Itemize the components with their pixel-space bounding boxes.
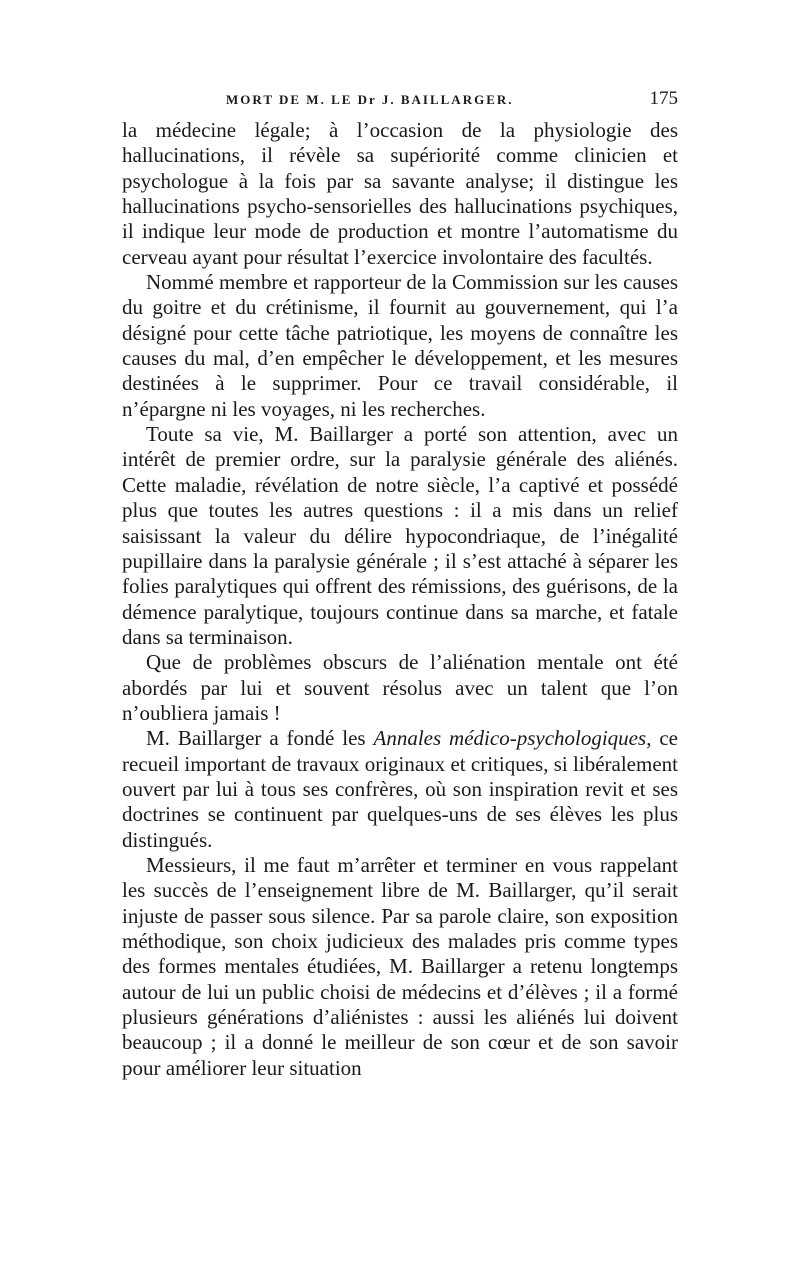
paragraph-teaching: Messieurs, il me faut m’arrêter et terminer en vous rappelant les succès de l’enseignement libre de M. Baillarger, qu’il serait injuste de passer sous silence. Par sa parole claire, son exposition méthodique, son choix judicieux des malades pris comme types des formes mentales étudiées, M. Baillarger a retenu longtemps autour de lui un public choisi de médecins et d’élèves ; il a formé plusieurs générations d’aliénistes : aussi les aliénés lui doivent beaucoup ; il a donné le meilleur de son cœur et de son savoir pour améliorer leur situation <box>122 852 678 1080</box>
body-text <box>122 118 678 1081</box>
paragraph-annales <box>122 726 678 853</box>
book-page <box>122 88 678 1081</box>
running-title: MORT DE M. LE Dr J. BAILLARGER. <box>226 92 514 107</box>
annales-text-after: , ce recueil important de travaux originaux et critiques, si libéralement ouvert par lui à tous ses confrères, où son inspiration revit et ses doctrines se continuent par quelques-uns de ses élèves les plus distingués. <box>122 726 678 852</box>
paragraph-problems: Que de problèmes obscurs de l’aliénation mentale ont été abordés par lui et souvent résolus avec un talent que l’on n’oubliera jamais ! <box>122 650 678 725</box>
running-head <box>122 88 678 118</box>
annales-text-before: M. Baillarger a fondé les <box>146 726 374 751</box>
journal-title: Annales médico-psychologiques <box>373 726 647 751</box>
paragraph-hallucinations: la médecine légale; à l’occasion de la physiologie des hallucinations, il révèle sa supériorité comme clinicien et psychologue à la fois par sa savante analyse; il distingue les hallucinations psycho-sensorielles des hallucinations psychiques, il indique leur mode de production et montre l’automatisme du cerveau ayant pour résultat l’exercice involontaire des facultés. <box>122 118 678 269</box>
page-number: 175 <box>649 88 678 109</box>
paragraph-general-paralysis: Toute sa vie, M. Baillarger a porté son attention, avec un intérêt de premier ordre, sur la paralysie générale des aliénés. Cette maladie, révélation de notre siècle, l’a captivé et possédé plus que toutes les autres questions : il a mis dans un relief saisissant la valeur du délire hypocondriaque, de l’inégalité pupillaire dans la paralysie générale ; il s’est attaché à séparer les folies paralytiques qui offrent des rémissions, des guérisons, de la démence paralytique, toujours continue dans sa marche, et fatale dans sa terminaison. <box>122 422 678 649</box>
paragraph-goitre-commission: Nommé membre et rapporteur de la Commission sur les causes du goitre et du crétinisme, il fournit au gouvernement, qui l’a désigné pour cette tâche patriotique, les moyens de connaître les causes du mal, d’en empêcher le développement, et les mesures destinées à le supprimer. Pour ce travail considérable, il n’épargne ni les voyages, ni les recherches. <box>122 270 678 421</box>
